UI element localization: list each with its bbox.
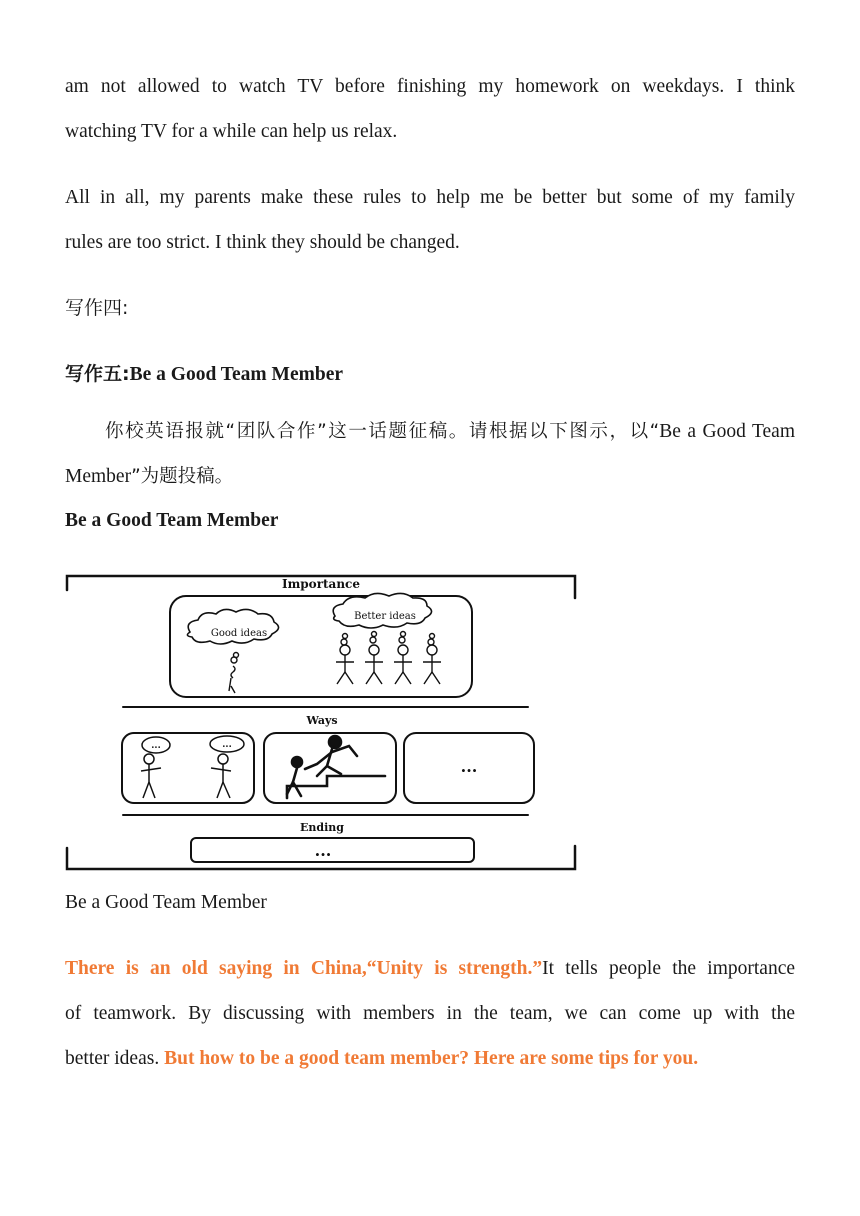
good-ideas-label: Good ideas [210,628,268,639]
speech-bubble-text: ... [222,740,232,750]
prompt-line [65,409,795,454]
prompt-en: Member [65,466,132,487]
paragraph-line: rules are too strict. I think they should be changed. [65,232,460,253]
ending-label: Ending [300,821,344,834]
highlighted-text: But how to be a good team member? Here are some tips for you. [164,1048,699,1069]
heading-prefix: 写作五: [65,363,130,385]
figure-title: Be a Good Team Member [65,510,279,531]
outline-diagram [65,566,580,876]
prompt-zh: ”为题投稿。 [131,466,234,487]
heading-title: Be a Good Team Member [129,364,344,385]
ending-ellipsis: ... [314,841,332,860]
essay-line [65,1036,795,1081]
prompt-en: Be a Good Team [659,421,795,442]
paragraph-line: am not allowed to watch TV before finishing my homework on weekdays. I think [65,76,795,97]
section-heading-5 [65,352,795,397]
team-of-four-icon [336,632,441,685]
section-heading-4: 写作四: [65,297,129,319]
ending-box [191,838,474,862]
essay-line: of teamwork. By discussing with members in the team, we can come up with the [65,1003,795,1024]
better-ideas-label: Better ideas [354,611,416,622]
paragraph-line: All in all, my parents make these rules to help me be better but some of my family [65,187,795,208]
helping-climb-icon [287,736,385,798]
ways-label: Ways [306,714,338,727]
essay-text: better ideas. [65,1048,165,1069]
essay-text: It tells people the importance [542,958,796,979]
speech-bubble-text: ... [151,741,161,751]
prompt-zh: 你校英语报就“团队合作”这一话题征稿。请根据以下图示，以“ [105,421,660,442]
single-person-icon [229,653,239,694]
ways-ellipsis: ... [460,757,478,776]
importance-label: Importance [281,577,361,591]
figure-caption: Be a Good Team Member [65,892,267,913]
highlighted-text: There is an old saying in China,“Unity is strength.” [65,958,543,979]
paragraph-line: watching TV for a while can help us relax. [65,121,398,142]
essay-line [65,946,795,991]
prompt-line [65,454,795,499]
